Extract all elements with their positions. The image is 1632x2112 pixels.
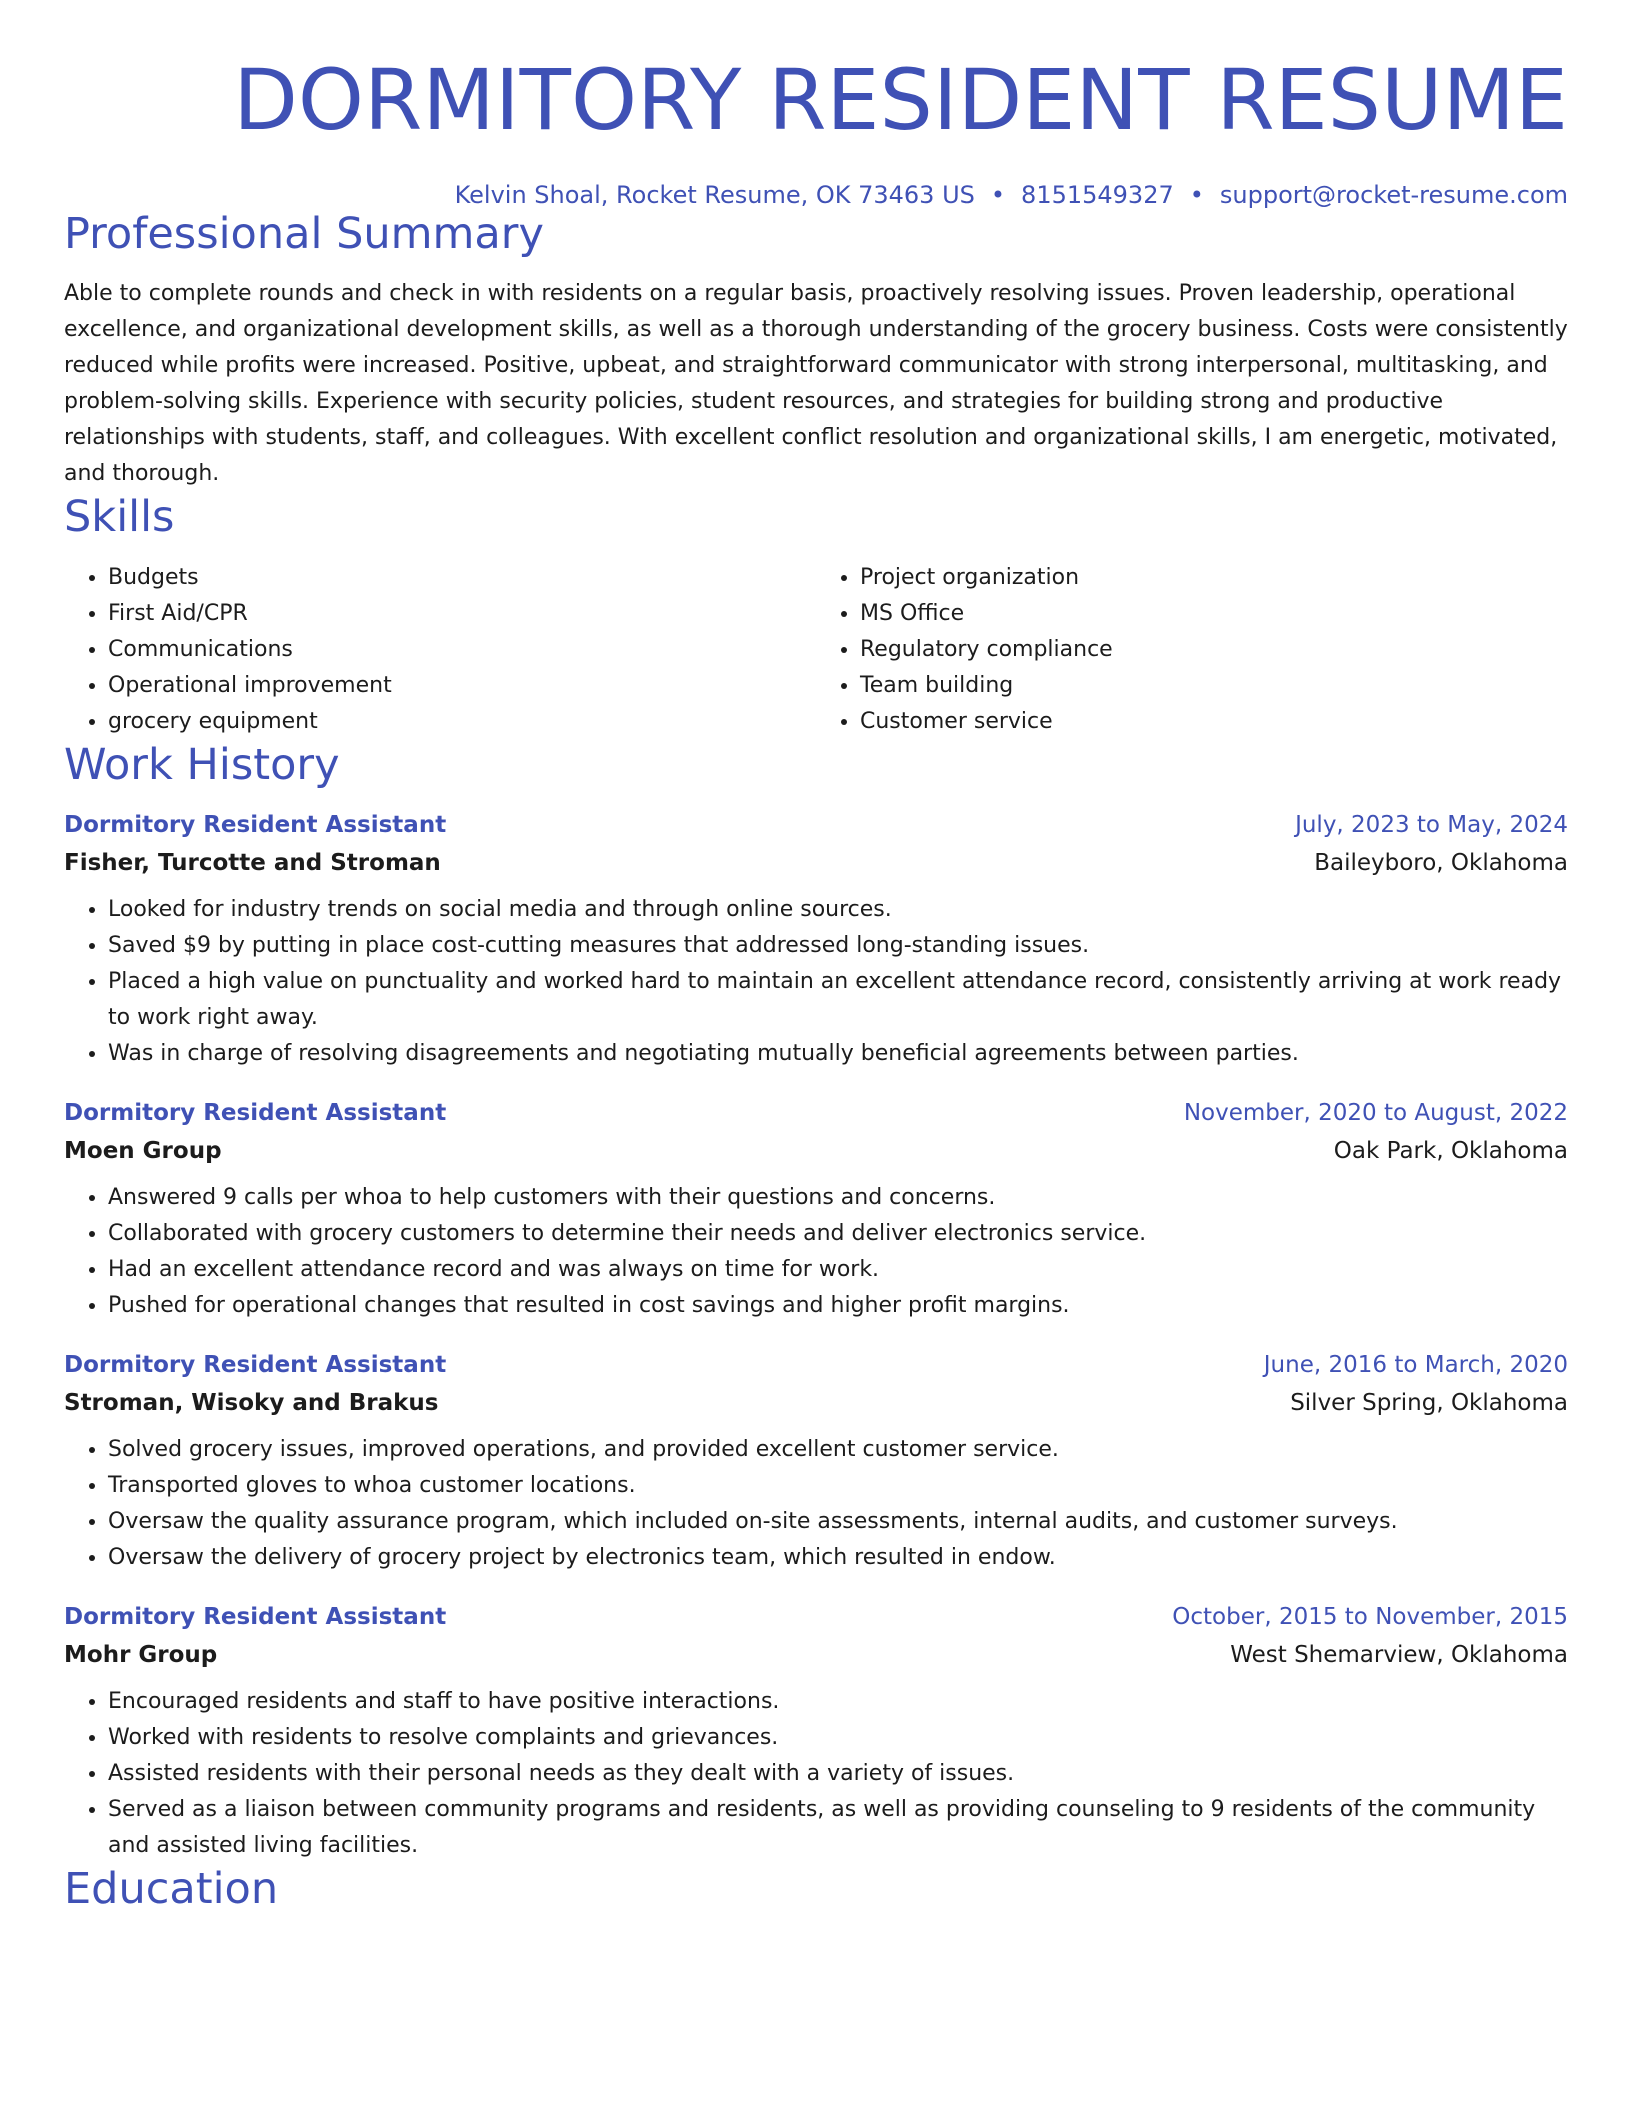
job-bullet: • Answered 9 calls per whoa to help customers with their questions and concerns. bbox=[108, 1180, 1568, 1216]
job-bullet: • Assisted residents with their personal needs as they dealt with a variety of issues. bbox=[108, 1756, 1568, 1792]
job-bullet: • Solved grocery issues, improved operations, and provided excellent customer service. bbox=[108, 1432, 1568, 1468]
skill-item: • Regulatory compliance bbox=[860, 632, 1568, 668]
job-bullet: • Encouraged residents and staff to have positive interactions. bbox=[108, 1684, 1568, 1720]
job-location: Oak Park, Oklahoma bbox=[1333, 1137, 1568, 1164]
resume-title: DORMITORY RESIDENT RESUME bbox=[233, 51, 1568, 149]
skills-column-left bbox=[64, 560, 816, 740]
skill-item: • grocery equipment bbox=[108, 704, 816, 740]
skill-item: • Budgets bbox=[108, 560, 816, 596]
job-entry bbox=[64, 808, 1568, 1072]
job-dates: November, 2020 to August, 2022 bbox=[1183, 1099, 1568, 1126]
work-history-heading: Work History bbox=[64, 739, 340, 790]
skill-item: • Communications bbox=[108, 632, 816, 668]
summary-heading: Professional Summary bbox=[64, 208, 544, 259]
skills-heading: Skills bbox=[64, 492, 175, 543]
job-bullets bbox=[64, 1432, 1568, 1576]
skill-item: • MS Office bbox=[860, 596, 1568, 632]
job-bullets bbox=[64, 1180, 1568, 1324]
job-bullet: • Served as a liaison between community programs and residents, as well as providing counseling to 9 residents of the community and assisted living facilities. bbox=[108, 1792, 1568, 1864]
skill-item: • Project organization bbox=[860, 560, 1568, 596]
job-dates: October, 2015 to November, 2015 bbox=[1172, 1603, 1568, 1630]
job-bullet: • Oversaw the quality assurance program, which included on-site assessments, internal audits, and customer surveys. bbox=[108, 1504, 1568, 1540]
skill-item: • Operational improvement bbox=[108, 668, 816, 704]
job-bullet: • Pushed for operational changes that resulted in cost savings and higher profit margins. bbox=[108, 1288, 1568, 1324]
skill-item: • First Aid/CPR bbox=[108, 596, 816, 632]
job-bullet: • Collaborated with grocery customers to determine their needs and deliver electronics service. bbox=[108, 1216, 1568, 1252]
education-heading: Education bbox=[64, 1863, 279, 1914]
contact-phone: 8151549327 bbox=[1021, 180, 1174, 209]
job-location: Silver Spring, Oklahoma bbox=[1290, 1389, 1568, 1416]
job-role: Dormitory Resident Assistant bbox=[64, 811, 447, 838]
job-entry bbox=[64, 1348, 1568, 1576]
job-bullet: • Had an excellent attendance record and was always on time for work. bbox=[108, 1252, 1568, 1288]
job-location: Baileyboro, Oklahoma bbox=[1314, 849, 1568, 876]
contact-email: support@rocket-resume.com bbox=[1219, 180, 1568, 209]
job-company: Stroman, Wisoky and Brakus bbox=[64, 1389, 439, 1416]
job-bullet: • Oversaw the delivery of grocery project by electronics team, which resulted in endow. bbox=[108, 1540, 1568, 1576]
job-bullet: • Was in charge of resolving disagreements and negotiating mutually beneficial agreements between parties. bbox=[108, 1036, 1568, 1072]
skills-column-right bbox=[816, 560, 1568, 740]
job-role: Dormitory Resident Assistant bbox=[64, 1099, 447, 1126]
job-role: Dormitory Resident Assistant bbox=[64, 1603, 447, 1630]
skill-item: • Customer service bbox=[860, 704, 1568, 740]
job-bullet: • Placed a high value on punctuality and worked hard to maintain an excellent attendance record, consistently arriving at work ready to work right away. bbox=[108, 964, 1568, 1036]
job-bullet: • Looked for industry trends on social media and through online sources. bbox=[108, 892, 1568, 928]
contact-address: Kelvin Shoal, Rocket Resume, OK 73463 US bbox=[454, 180, 975, 209]
job-company: Moen Group bbox=[64, 1137, 222, 1164]
job-company: Fisher, Turcotte and Stroman bbox=[64, 849, 441, 876]
job-bullet: • Saved $9 by putting in place cost-cutting measures that addressed long-standing issues. bbox=[108, 928, 1568, 964]
job-bullet: • Transported gloves to whoa customer locations. bbox=[108, 1468, 1568, 1504]
job-bullet: • Worked with residents to resolve complaints and grievances. bbox=[108, 1720, 1568, 1756]
contact-line bbox=[64, 181, 1568, 209]
job-location: West Shemarview, Oklahoma bbox=[1230, 1641, 1568, 1668]
skill-item: • Team building bbox=[860, 668, 1568, 704]
job-bullets bbox=[64, 892, 1568, 1072]
job-dates: June, 2016 to March, 2020 bbox=[1263, 1351, 1568, 1378]
resume-header bbox=[64, 0, 1568, 209]
skills-list bbox=[64, 560, 1568, 740]
job-entry bbox=[64, 1096, 1568, 1324]
job-bullets bbox=[64, 1684, 1568, 1864]
job-role: Dormitory Resident Assistant bbox=[64, 1351, 447, 1378]
job-entry bbox=[64, 1600, 1568, 1864]
job-dates: July, 2023 to May, 2024 bbox=[1295, 811, 1568, 838]
contact-separator: • bbox=[990, 180, 1006, 209]
job-company: Mohr Group bbox=[64, 1641, 218, 1668]
summary-text: Able to complete rounds and check in with residents on a regular basis, proactively resolving issues. Proven leadership, operational excellence, and organizational development skills, as well as a thorough understanding of the grocery business. Costs were consistently reduced while profits were increased. Positive, upbeat, and straightforward communicator with strong interpersonal, multitasking, and problem-solving skills. Experience with security policies, student resources, and strategies for building strong and productive relationships with students, staff, and colleagues. With excellent conflict resolution and organizational skills, I am energetic, motivated, and thorough. bbox=[64, 281, 1568, 487]
contact-separator: • bbox=[1189, 180, 1204, 209]
